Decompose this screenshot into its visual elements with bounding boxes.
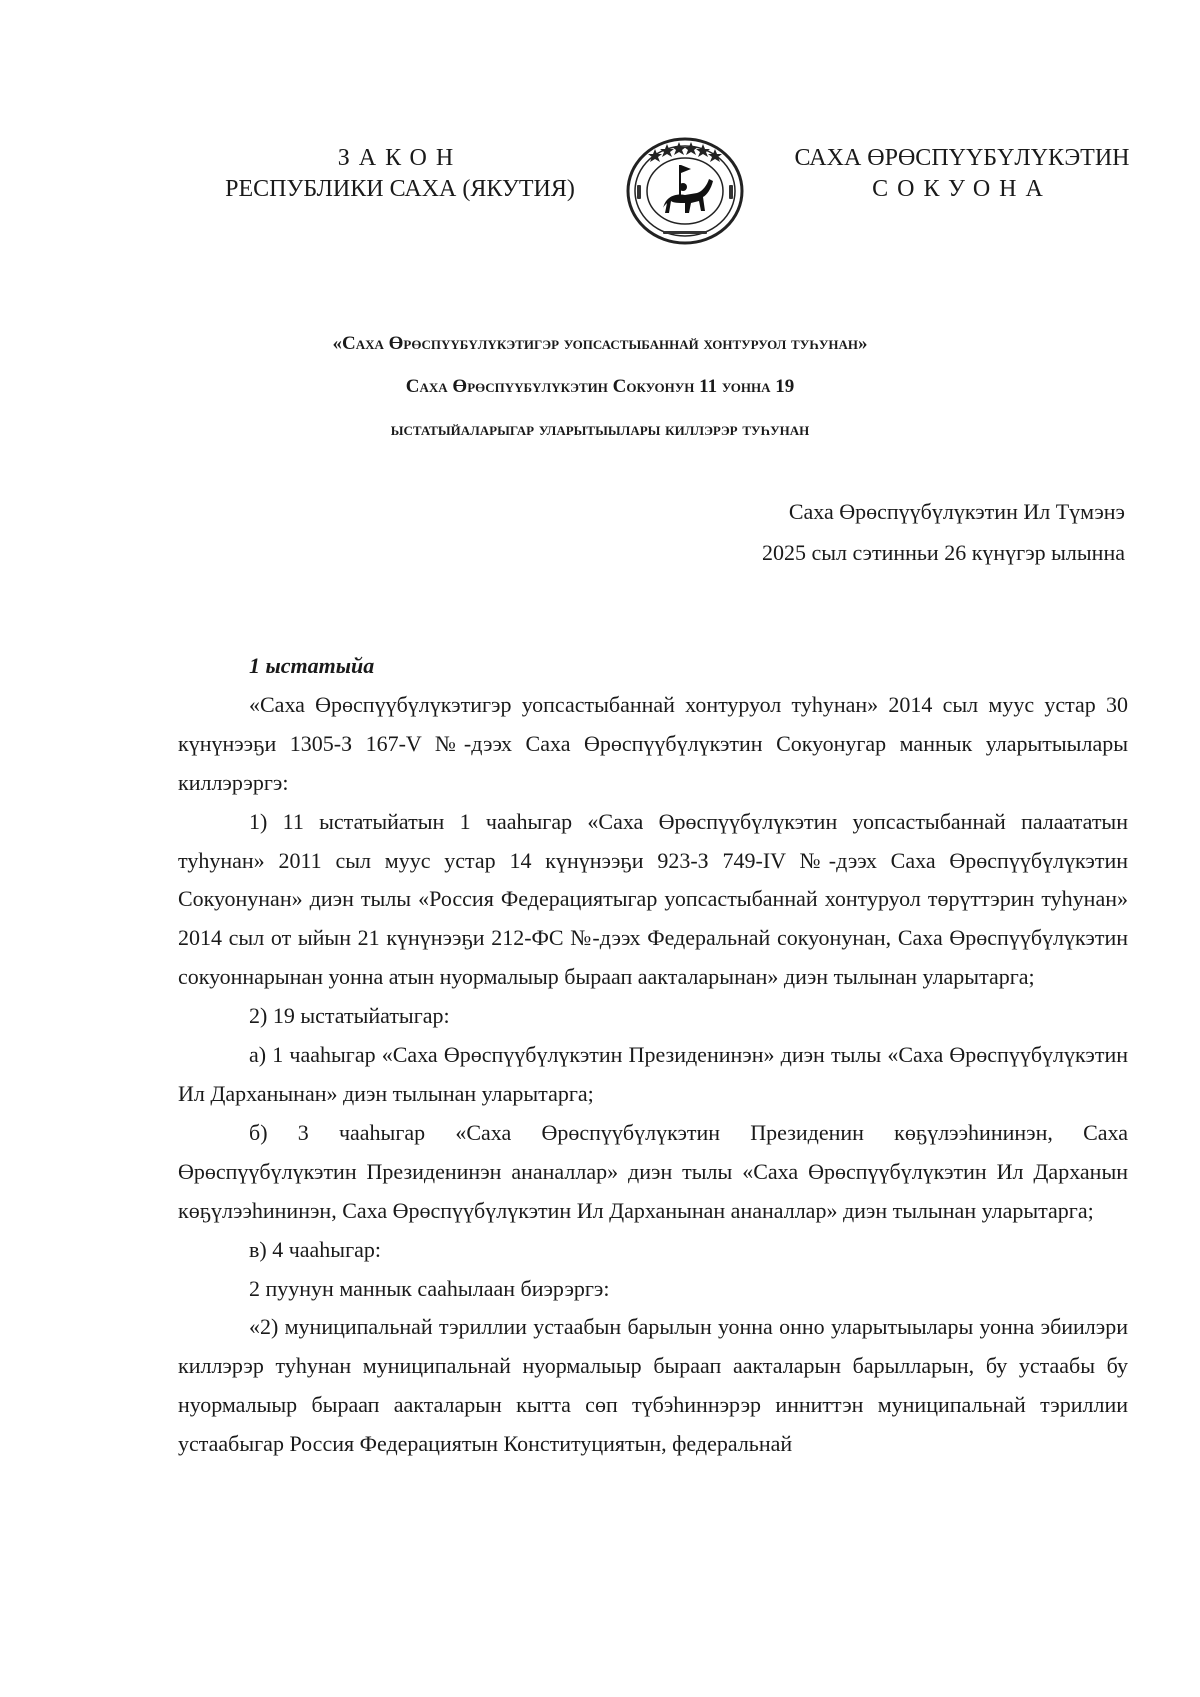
paragraph: 1) 11 ыстатыйатын 1 чааһыгар «Саха Өрөспүүбүлүкэтин уопсастыбаннай палаататын туһунан» 2011 сыл муус устар 14 күнүнээҕи 923-З 749-IV №-дээх Саха Өрөспүүбүлүкэтин Сокуонунан» диэн тылы «Россия Федерациятыгар уопсастыбаннай хонтуруол төрүттэрин туһунан» 2014 сыл от ыйын 21 күнүнээҕи 212-ФС №-дээх Федеральнай сокуонунан, Саха Өрөспүүбүлүкэтин сокуоннарынан уонна атын нуормалыыр быраап аакталарынан» диэн тылынан уларытарга; [178,808,1128,990]
title-line-2: Саха Өрөспүүбүлүкэтин Сокуонун 11 уонна 19 [405,376,795,397]
title-line-3: ыстатыйаларыгар уларытыылары киллэрэр туһунан [390,419,810,440]
paragraph: б) 3 чааһыгар «Саха Өрөспүүбүлүкэтин Президенин көҕүлээһининэн, Саха Өрөспүүбүлүкэтин Президенинэн ананаллар» диэн тылы «Саха Өрөспүүбүлүкэтин Ил Дарханын көҕүлээһининэн, Саха Өрөспүүбүлүкэтин Ил Дарханынан ананаллар» диэн тылынан уларытарга; [178,1119,1128,1223]
coat-of-arms-emblem-icon [623,135,747,247]
adoption-date: 2025 сыл сэтинньи 26 күнүгэр ылынна [761,540,1125,565]
paragraph: 2) 19 ыстатыйатыгар: [249,1003,450,1029]
header-law-word: ЗАКОН [337,145,463,171]
article-body [178,647,1128,1464]
header-right-block [762,143,1162,205]
paragraph: а) 1 чааһыгар «Саха Өрөспүүбүлүкэтин Президенинэн» диэн тылы «Саха Өрөспүүбүлүкэтин Ил Дарханынан» диэн тылынан уларытарга; [178,1042,1128,1106]
title-line-1: «Саха Өрөспүүбүлүкэтигэр уопсастыбаннай хонтуруол туһунан» [332,333,868,354]
paragraph: «2) муниципальнай тэриллии устаабын барылын уонна онно уларытыылары уонна эбиилэри киллэрэр туһунан муниципальнай нуормалыыр быраап аакталарын барылларын, бу устаабы бу нуормалыыр быраап аакталарын кытта сөп түбэһиннэрэр инниттэн муниципальнай тэриллии устаабыгар Россия Федерациятын Конституциятын, федеральнай [178,1314,1128,1457]
header-law-word-sakha: СОКУОНА [872,176,1052,202]
header-republic-name: РЕСПУБЛИКИ САХА (ЯКУТИЯ) [225,176,575,202]
article-heading: 1 ыстатыйа [249,653,375,678]
paragraph: в) 4 чааһыгар: [249,1236,381,1262]
paragraph: «Саха Өрөспүүбүлүкэтигэр уопсастыбаннай хонтуруол туһунан» 2014 сыл муус устар 30 күнүнээҕи 1305-З 167-V №-дээх Саха Өрөспүүбүлүкэтин Сокуонугар маннык уларытыылары киллэрэргэ: [178,691,1128,795]
header-left-block [200,143,600,205]
adoption-body: Саха Өрөспүүбүлүкэтин Ил Түмэнэ [788,499,1125,524]
adoption-block [762,491,1125,573]
paragraph: 2 пуунун маннык сааһылаан биэрэргэ: [249,1275,610,1301]
document-title [160,322,1040,451]
header-republic-name-sakha: САХА ӨРӨСПҮҮБҮЛҮКЭТИН [794,145,1130,171]
